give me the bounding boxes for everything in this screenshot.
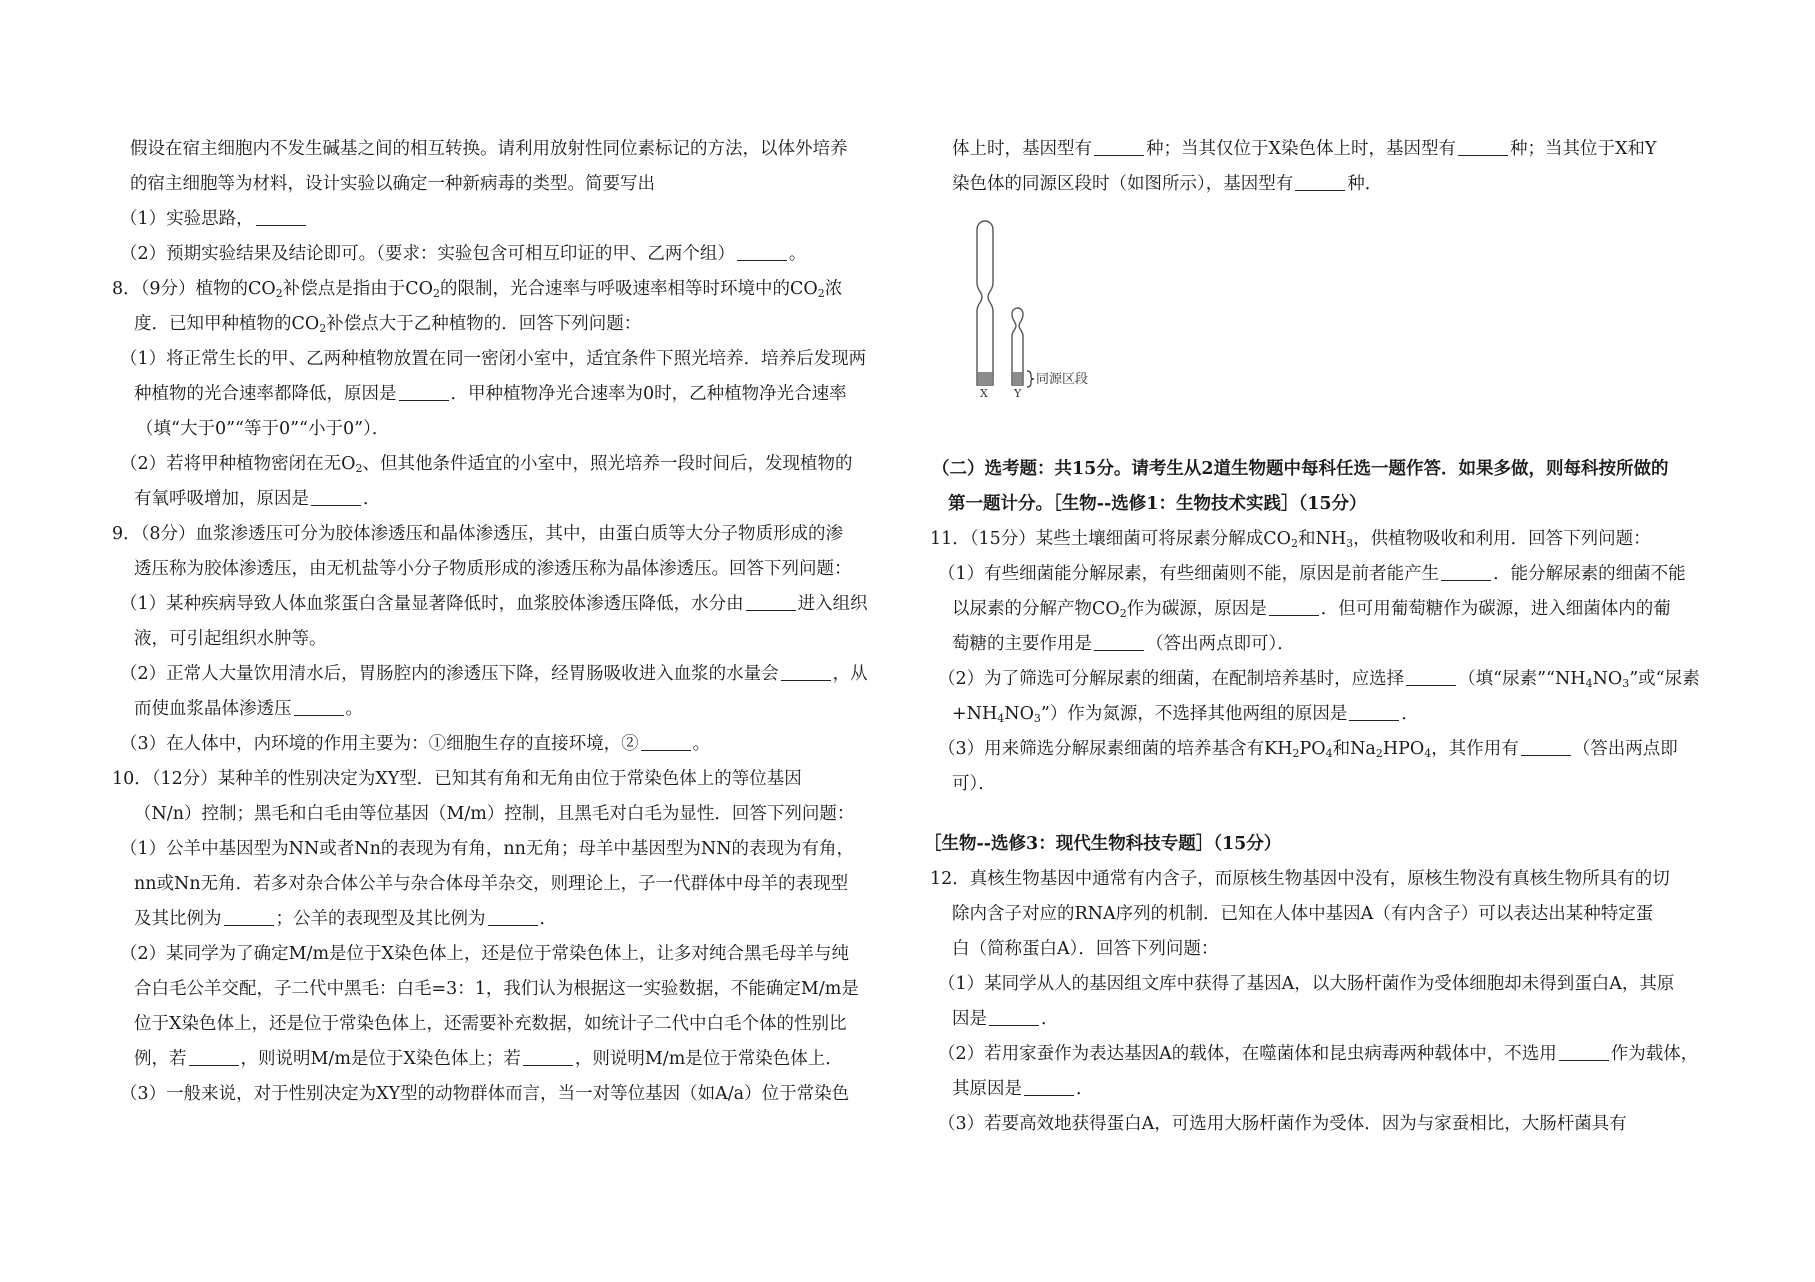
text-line <box>134 383 847 405</box>
subscript: 4 <box>1325 747 1333 760</box>
text: 和NH <box>1298 529 1347 549</box>
text: 以尿素的分解产物CO <box>952 599 1120 619</box>
text: 合白毛公羊交配，子二代中黑毛：白毛=3：1，我们认为根据这一实验数据，不能确定M/m是 <box>134 979 859 999</box>
text: 种；当其位于X和Y <box>1509 139 1657 159</box>
text-line <box>952 598 1671 620</box>
text: 有氧呼吸增加，原因是 <box>134 489 309 509</box>
text-line <box>134 873 848 895</box>
answer-blank[interactable] <box>1441 563 1491 581</box>
subscript: 4 <box>997 712 1005 725</box>
text-line <box>134 488 381 510</box>
y-homologous-region <box>1013 372 1023 385</box>
text: ，则说明M/m是位于X染色体上；若 <box>240 1049 521 1069</box>
answer-blank[interactable] <box>311 488 361 506</box>
text-line <box>120 663 868 685</box>
text: （1）将正常生长的甲、乙两种植物放置在同一密闭小室中，适宜条件下照光培养．培养后发现两 <box>120 349 867 369</box>
text-line <box>938 668 1700 690</box>
text: 作为碳源，原因是 <box>1126 599 1267 619</box>
text: nn或Nn无角．若多对杂合体公羊与杂合体母羊杂交，则理论上，子一代群体中母羊的表现型 <box>134 874 849 894</box>
x-homologous-region <box>978 372 993 385</box>
text: 12．真核生物基因中通常有内含子，而原核生物基因中没有，原核生物没有真核生物所具有的切 <box>930 869 1670 889</box>
text-line <box>134 803 854 825</box>
subscript: 3 <box>1622 677 1630 690</box>
text: ，则说明M/m是位于常染色体上． <box>574 1049 843 1069</box>
text-line <box>952 903 1653 925</box>
text-line <box>134 628 327 650</box>
text-line <box>952 773 996 795</box>
text-line <box>130 173 655 195</box>
text: 其原因是 <box>952 1079 1022 1099</box>
text: 染色体的同源区段时（如图所示），基因型有 <box>952 174 1294 194</box>
text-line <box>938 563 1686 585</box>
answer-blank[interactable] <box>1406 668 1456 686</box>
subscript: 4 <box>1585 677 1593 690</box>
text-line <box>120 593 868 615</box>
text: 透压称为胶体渗透压，由无机盐等小分子物质形成的渗透压称为晶体渗透压。回答下列问题： <box>134 559 852 579</box>
answer-blank[interactable] <box>523 1048 573 1066</box>
text: 及其比例为 <box>134 909 222 929</box>
text-line <box>120 208 308 230</box>
text: 补偿点大于乙种植物的．回答下列问题： <box>326 314 642 334</box>
text-line <box>120 838 854 860</box>
text: （3）用来筛选分解尿素细菌的培养基含有KH <box>938 739 1293 759</box>
text-line <box>120 453 852 475</box>
text: 萄糖的主要作用是 <box>952 634 1092 654</box>
text: ，从 <box>832 664 868 684</box>
text: （填“大于0”“等于0”“小于0”）． <box>136 419 390 439</box>
section-heading <box>932 458 1669 480</box>
text-line <box>120 243 806 265</box>
text: 。 <box>692 734 711 754</box>
answer-blank[interactable] <box>256 208 306 226</box>
answer-blank[interactable] <box>488 908 538 926</box>
answer-blank[interactable] <box>1094 138 1144 156</box>
text: （1）公羊中基因型为NN或者Nn的表现为有角，nn无角；母羊中基因型为NN的表现为有角， <box>120 839 855 859</box>
text: ． <box>1076 1079 1094 1099</box>
subscript: 2 <box>433 287 441 300</box>
subscript: 3 <box>1033 712 1041 725</box>
text: ． <box>1041 1009 1059 1029</box>
text-line <box>952 1078 1094 1100</box>
answer-blank[interactable] <box>746 593 796 611</box>
text: ． <box>539 909 557 929</box>
text: （1）有些细菌能分解尿素，有些细菌则不能，原因是前者能产生 <box>938 564 1440 584</box>
text: ．甲种植物净光合速率为0时，乙种植物净光合速率 <box>450 384 847 404</box>
answer-blank[interactable] <box>989 1008 1039 1026</box>
text: 第一题计分。［生物--选修1：生物技术实践］（15分） <box>948 494 1367 514</box>
text-line <box>952 703 1419 725</box>
text: 11．（15分）某些土壤细菌可将尿素分解成CO <box>930 529 1292 549</box>
text: ；公羊的表现型及其比例为 <box>275 909 486 929</box>
text: 的限制，光合速率与呼吸速率相等时环境中的CO <box>440 279 818 299</box>
text: （填“尿素”“NH <box>1458 669 1586 689</box>
text: PO <box>1299 739 1326 759</box>
chromosome-diagram <box>970 218 1140 400</box>
text: 而使血浆晶体渗透压 <box>134 699 292 719</box>
answer-blank[interactable] <box>1559 1043 1609 1061</box>
text: 位于X染色体上，还是位于常染色体上，还需要补充数据，如统计子二代中白毛个体的性别比 <box>134 1014 847 1034</box>
answer-blank[interactable] <box>1295 173 1345 191</box>
question-11 <box>930 528 1651 550</box>
answer-blank[interactable] <box>294 698 344 716</box>
text: ． <box>1401 704 1419 724</box>
text: 9．（8分）血浆渗透压可分为胶体渗透压和晶体渗透压，其中，由蛋白质等大分子物质形成的渗 <box>112 524 844 544</box>
text: ”）作为氮源，不选择其他两组的原因是 <box>1040 704 1348 724</box>
text: 浓 <box>824 279 843 299</box>
text: 假设在宿主细胞内不发生碱基之间的相互转换。请利用放射性同位素标记的方法，以体外培养 <box>130 139 848 159</box>
question-12 <box>930 868 1670 890</box>
text: 种． <box>1347 174 1383 194</box>
text: 和Na <box>1332 739 1376 759</box>
text: 可）． <box>952 774 996 794</box>
answer-blank[interactable] <box>1349 703 1399 721</box>
text: 。 <box>788 244 807 264</box>
question-8 <box>112 278 842 300</box>
subscript: 2 <box>1291 537 1299 550</box>
text: 补偿点是指由于CO <box>282 279 434 299</box>
text: 10．（12分）某种羊的性别决定为XY型．已知其有角和无角由位于常染色体上的等位基因 <box>112 769 802 789</box>
text-line <box>952 938 1218 960</box>
answer-blank[interactable] <box>1521 738 1571 756</box>
text: ，其作用有 <box>1431 739 1519 759</box>
section-heading <box>948 493 1367 515</box>
text-line <box>938 973 1674 995</box>
text: （2）为了筛选可分解尿素的细菌，在配制培养基时，应选择 <box>938 669 1405 689</box>
text-line <box>134 313 641 335</box>
text: （N/n）控制；黑毛和白毛由等位基因（M/m）控制，且黑毛对白毛为显性．回答下列问题： <box>134 804 855 824</box>
text-line <box>952 138 1656 160</box>
text-line <box>952 173 1382 195</box>
text: 体上时，基因型有 <box>952 139 1092 159</box>
text: ［生物--选修3：现代生物科技专题］（15分） <box>924 834 1282 854</box>
text: （1）某种疾病导致人体血浆蛋白含量显著降低时，血浆胶体渗透压降低，水分由 <box>120 594 744 614</box>
question-10 <box>112 768 802 790</box>
text: 种植物的光合速率都降低，原因是 <box>134 384 397 404</box>
section-heading <box>924 833 1281 855</box>
text: +NH <box>952 704 998 724</box>
text: ．但可用葡萄糖作为碳源，进入细菌体内的葡 <box>1320 599 1671 619</box>
subscript: 2 <box>275 287 283 300</box>
subscript: 2 <box>319 322 327 335</box>
text-line <box>952 1008 1059 1030</box>
text: （3）若要高效地获得蛋白A，可选用大肠杆菌作为受体．因为与家蚕相比，大肠杆菌具有 <box>938 1114 1627 1134</box>
text-line <box>938 738 1678 760</box>
text: 除内含子对应的RNA序列的机制．已知在人体中基因A（有内含子）可以表达出某种特定蛋 <box>952 904 1654 924</box>
text-line <box>938 1113 1627 1135</box>
text: ，供植物吸收和利用．回答下列问题： <box>1353 529 1651 549</box>
text: NO <box>1004 704 1034 724</box>
text: （2）若将甲种植物密闭在无O <box>120 454 356 474</box>
text: （2）某同学为了确定M/m是位于X染色体上，还是位于常染色体上，让多对纯合黑毛母羊与纯 <box>120 944 849 964</box>
text-line <box>134 1013 846 1035</box>
x-label: X <box>980 387 988 400</box>
text: 种；当其仅位于X染色体上时，基因型有 <box>1146 139 1456 159</box>
text-line <box>136 418 389 440</box>
text-line <box>134 978 859 1000</box>
text: ．能分解尿素的细菌不能 <box>1493 564 1686 584</box>
text-line <box>120 943 849 965</box>
text: （3）在人体中，内环境的作用主要为：①细胞生存的直接环境，② <box>120 734 639 754</box>
text: 液，可引起组织水肿等。 <box>134 629 327 649</box>
text: （答出两点即 <box>1572 739 1678 759</box>
text: NO <box>1592 669 1623 689</box>
text: （1）实验思路， <box>120 209 254 229</box>
text: 的宿主细胞等为材料，设计实验以确定一种新病毒的类型。简要写出 <box>130 174 655 194</box>
text: （3）一般来说，对于性别决定为XY型的动物群体而言，当一对等位基因（如A/a）位于常染色 <box>120 1084 850 1104</box>
text: 、但其他条件适宜的小室中，照光培养一段时间后，发现植物的 <box>362 454 853 474</box>
answer-blank[interactable] <box>1458 138 1508 156</box>
homologous-label: 同源区段 <box>1036 372 1089 387</box>
subscript: 2 <box>1119 607 1127 620</box>
text: 作为载体， <box>1610 1044 1699 1064</box>
text-line <box>134 558 852 580</box>
text-line <box>134 1048 843 1070</box>
text: （2）正常人大量饮用清水后，胃肠腔内的渗透压下降，经胃肠吸收进入血浆的水量会 <box>120 664 779 684</box>
brace-icon <box>1027 371 1034 387</box>
subscript: 2 <box>355 462 363 475</box>
text: 因是 <box>952 1009 987 1029</box>
text-line <box>938 1043 1698 1065</box>
text: 例，若 <box>134 1049 187 1069</box>
text-line <box>120 733 710 755</box>
x-chromosome <box>977 221 993 385</box>
text: 8．（9分）植物的CO <box>112 279 276 299</box>
text: HPO <box>1382 739 1425 759</box>
subscript: 3 <box>1346 537 1354 550</box>
subscript: 2 <box>1292 747 1300 760</box>
answer-blank[interactable] <box>641 733 691 751</box>
text: （二）选考题：共15分。请考生从2道生物题中每科任选一题作答．如果多做，则每科按所做的 <box>932 459 1669 479</box>
text-line <box>120 348 866 370</box>
subscript: 4 <box>1424 747 1432 760</box>
answer-blank[interactable] <box>1269 598 1319 616</box>
text-line <box>120 1083 849 1105</box>
subscript: 2 <box>1375 747 1383 760</box>
answer-blank[interactable] <box>1024 1078 1074 1096</box>
text-line <box>134 908 557 930</box>
text: ”或“尿素 <box>1629 669 1700 689</box>
text: 。 <box>345 699 363 719</box>
text-line <box>134 698 363 720</box>
text: （答出两点即可）． <box>1146 634 1295 654</box>
answer-blank[interactable] <box>1094 633 1144 651</box>
answer-blank[interactable] <box>224 908 274 926</box>
subscript: 2 <box>817 287 825 300</box>
text-line <box>130 138 848 160</box>
text: （1）某同学从人的基因组文库中获得了基因A，以大肠杆菌作为受体细胞却未得到蛋白A，其原 <box>938 974 1675 994</box>
text: （2）若用家蚕作为表达基因A的载体，在噬菌体和昆虫病毒两种载体中，不选用 <box>938 1044 1557 1064</box>
question-9 <box>112 523 843 545</box>
answer-blank[interactable] <box>781 663 831 681</box>
y-label: Y <box>1014 387 1022 400</box>
text: 进入组织 <box>797 594 868 614</box>
answer-blank[interactable] <box>737 243 787 261</box>
answer-blank[interactable] <box>399 383 449 401</box>
text-line <box>952 633 1295 655</box>
text: 白（简称蛋白A）．回答下列问题： <box>952 939 1219 959</box>
text: 度．已知甲种植物的CO <box>134 314 320 334</box>
text: （2）预期实验结果及结论即可。（要求：实验包含可相互印证的甲、乙两个组） <box>120 244 735 264</box>
answer-blank[interactable] <box>189 1048 239 1066</box>
text: ． <box>363 489 381 509</box>
